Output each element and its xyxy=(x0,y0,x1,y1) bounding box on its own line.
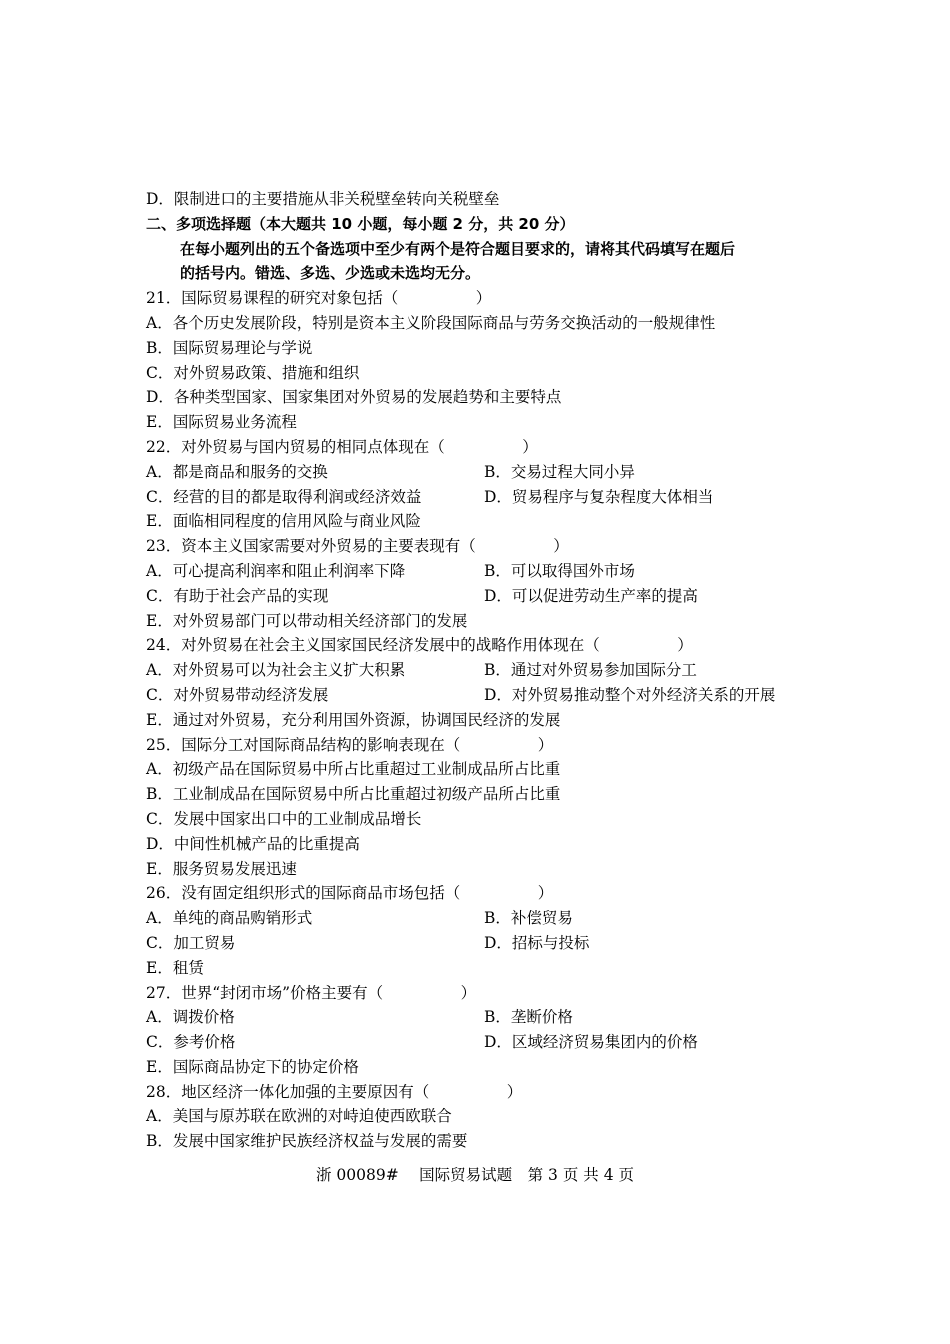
question-25-option-b: B．工业制成品在国际贸易中所占比重超过初级产品所占比重 xyxy=(146,785,561,804)
question-27-stem: 27．世界“封闭市场”价格主要有（ ） xyxy=(146,983,477,1002)
question-26-option-b: B．补偿贸易 xyxy=(484,909,573,928)
question-21-option-c: C．对外贸易政策、措施和组织 xyxy=(146,363,360,382)
question-26-option-a: A．单纯的商品购销形式 xyxy=(146,909,313,928)
section-title: 二、多项选择题（本大题共 10 小题，每小题 2 分，共 20 分） xyxy=(146,214,575,233)
question-27-options-ab xyxy=(146,1005,826,1030)
question-22-option-b: B．交易过程大同小异 xyxy=(484,462,635,481)
question-27-option-b: B．垄断价格 xyxy=(484,1008,573,1027)
question-21-option-d: D．各种类型国家、国家集团对外贸易的发展趋势和主要特点 xyxy=(146,388,562,407)
question-27-option-e: E．国际商品协定下的协定价格 xyxy=(146,1057,359,1076)
question-22-options-cd xyxy=(146,485,826,510)
question-22-option-c: C．经营的目的都是取得利润或经济效益 xyxy=(146,487,422,506)
question-23-option-b: B．可以取得国外市场 xyxy=(484,561,635,580)
question-22-options-ab xyxy=(146,460,826,485)
question-25-option-e: E．服务贸易发展迅速 xyxy=(146,859,297,878)
question-22-option-a: A．都是商品和服务的交换 xyxy=(146,462,328,481)
question-28-option-b: B．发展中国家维护民族经济权益与发展的需要 xyxy=(146,1132,468,1151)
question-26-option-d: D．招标与投标 xyxy=(484,933,590,952)
question-27-option-c: C．参考价格 xyxy=(146,1033,236,1052)
question-21-stem: 21．国际贸易课程的研究对象包括（ ） xyxy=(146,289,492,308)
question-26-options-cd xyxy=(146,931,826,956)
question-22-option-e: E．面临相同程度的信用风险与商业风险 xyxy=(146,512,421,531)
question-26-options-ab xyxy=(146,906,826,931)
question-22-option-d: D．贸易程序与复杂程度大体相当 xyxy=(484,487,714,506)
question-26-stem: 26．没有固定组织形式的国际商品市场包括（ ） xyxy=(146,884,554,903)
question-24-option-e: E．通过对外贸易，充分利用国外资源，协调国民经济的发展 xyxy=(146,710,561,729)
section-instructions-line-2: 的括号内。错选、多选、少选或未选均无分。 xyxy=(180,264,481,283)
question-28-option-a: A．美国与原苏联在欧洲的对峙迫使西欧联合 xyxy=(146,1107,452,1126)
question-24-option-c: C．对外贸易带动经济发展 xyxy=(146,685,329,704)
question-25-option-a: A．初级产品在国际贸易中所占比重超过工业制成品所占比重 xyxy=(146,760,561,779)
question-23-option-d: D．可以促进劳动生产率的提高 xyxy=(484,586,698,605)
exam-content xyxy=(146,187,826,1154)
question-24-stem: 24．对外贸易在社会主义国家国民经济发展中的战略作用体现在（ ） xyxy=(146,636,693,655)
question-28-stem: 28．地区经济一体化加强的主要原因有（ ） xyxy=(146,1082,523,1101)
question-27-option-a: A．调拨价格 xyxy=(146,1008,235,1027)
question-23-option-c: C．有助于社会产品的实现 xyxy=(146,586,329,605)
question-24-option-b: B．通过对外贸易参加国际分工 xyxy=(484,661,697,680)
question-27-options-cd xyxy=(146,1030,826,1055)
question-23-stem: 23．资本主义国家需要对外贸易的主要表现有（ ） xyxy=(146,537,569,556)
question-24-option-d: D．对外贸易推动整个对外经济关系的开展 xyxy=(484,685,776,704)
question-23-options-cd xyxy=(146,584,826,609)
question-21-option-a: A．各个历史发展阶段，特别是资本主义阶段国际商品与劳务交换活动的一般规律性 xyxy=(146,313,716,332)
page-footer: 浙 00089# 国际贸易试题 第 3 页 共 4 页 xyxy=(315,1166,634,1184)
option-d-previous-question: D．限制进口的主要措施从非关税壁垒转向关税壁垒 xyxy=(146,190,500,208)
question-27-option-d: D．区域经济贸易集团内的价格 xyxy=(484,1033,698,1052)
question-24-options-ab xyxy=(146,658,826,683)
question-23-options-ab xyxy=(146,559,826,584)
question-22-stem: 22．对外贸易与国内贸易的相同点体现在（ ） xyxy=(146,437,538,456)
question-25-option-c: C．发展中国家出口中的工业制成品增长 xyxy=(146,809,422,828)
question-21-option-e: E．国际贸易业务流程 xyxy=(146,413,297,432)
question-21-option-b: B．国际贸易理论与学说 xyxy=(146,338,313,357)
question-26-option-c: C．加工贸易 xyxy=(146,933,236,952)
question-26-option-e: E．租赁 xyxy=(146,958,204,977)
question-23-option-e: E．对外贸易部门可以带动相关经济部门的发展 xyxy=(146,611,468,630)
section-instructions-line-1: 在每小题列出的五个备选项中至少有两个是符合题目要求的，请将其代码填写在题后 xyxy=(180,239,736,258)
question-24-option-a: A．对外贸易可以为社会主义扩大积累 xyxy=(146,661,406,680)
question-24-options-cd xyxy=(146,683,826,708)
question-25-stem: 25．国际分工对国际商品结构的影响表现在（ ） xyxy=(146,735,554,754)
question-25-option-d: D．中间性机械产品的比重提高 xyxy=(146,834,360,853)
question-23-option-a: A．可心提高利润率和阻止利润率下降 xyxy=(146,561,406,580)
